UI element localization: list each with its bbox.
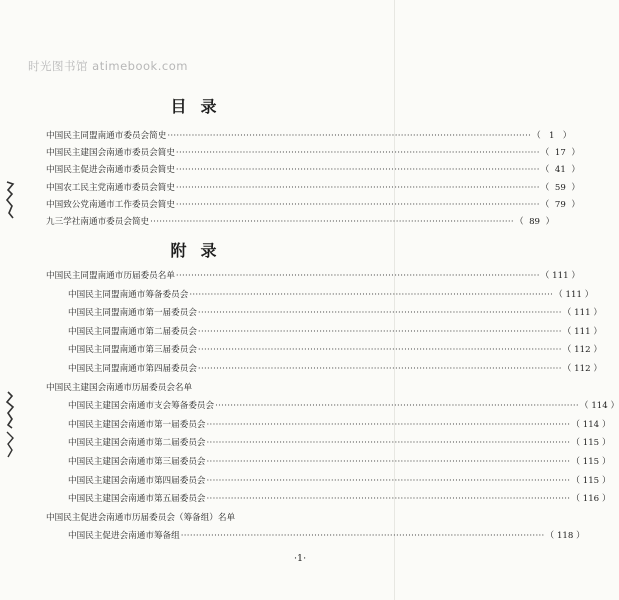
entry-title: 中国民主建国会南通市第三届委员会	[68, 457, 206, 467]
entry-page-number: （ 79 ）	[540, 199, 580, 210]
leader-dots: ························································································································	[206, 419, 571, 430]
toc-entry	[68, 475, 611, 487]
toc-entry	[46, 382, 192, 394]
entry-page-number: （ 114 ）	[571, 419, 611, 430]
toc-entry	[46, 147, 580, 159]
leader-dots: ························································································································	[215, 401, 579, 412]
toc-entry	[46, 512, 235, 524]
toc-entry	[68, 493, 611, 505]
toc-entry	[46, 182, 580, 194]
entry-title: 中国民主建国会南通市第四届委员会	[68, 475, 206, 486]
toc-entry	[46, 164, 580, 176]
entry-title: 中国民主同盟南通市第四届委员会	[68, 364, 197, 374]
entry-page-number: （ 115 ）	[571, 438, 611, 449]
leader-dots: ························································································································	[197, 308, 562, 319]
entry-title: 中国民主同盟南通市委员会简史	[46, 131, 167, 141]
toc-entry	[68, 363, 602, 375]
toc-entry	[68, 419, 611, 431]
appendix-heading: 附录	[170, 241, 231, 260]
entry-page-number: （ 118 ）	[545, 531, 585, 542]
contents-heading: 目录	[170, 97, 231, 116]
entry-page-number: （ 112 ）	[562, 364, 602, 374]
entry-page-number: （ 115 ）	[571, 475, 611, 486]
entry-title: 中国民主同盟南通市筹备委员会	[68, 289, 189, 300]
leader-dots: ························································································································	[180, 531, 545, 542]
toc-entry	[46, 216, 555, 228]
leader-dots: ························································································································	[175, 182, 540, 193]
leader-dots: ························································································································	[175, 271, 540, 281]
entry-page-number: （ 112 ）	[562, 345, 602, 356]
entry-page-number: （ 89 ）	[514, 217, 555, 227]
entry-page-number: （ 111 ）	[554, 289, 594, 300]
toc-entry	[68, 307, 602, 319]
entry-page-number: （ 59 ）	[540, 182, 580, 193]
toc-entry	[68, 456, 611, 468]
entry-title: 中国民主促进会南通市历届委员会（筹备组）名单	[46, 512, 236, 523]
entry-title: 中国民主建国会南通市委员会简史	[46, 148, 175, 159]
entry-page-number: （ 114 ）	[579, 401, 619, 412]
entry-page-number: （ 111 ）	[562, 308, 602, 319]
leader-dots: ························································································································	[175, 199, 540, 210]
leader-dots: ························································································································	[206, 494, 571, 505]
entry-page-number: （ 115 ）	[571, 457, 611, 467]
leader-dots: ························································································································	[189, 289, 554, 300]
leader-dots: ························································································································	[206, 438, 571, 449]
entry-title: 中国民主建国会南通市第五届委员会	[68, 494, 206, 505]
binding-mark	[5, 430, 15, 460]
entry-title: 中国致公党南通市工作委员会简史	[46, 199, 175, 210]
entry-title: 中国民主同盟南通市第三届委员会	[68, 345, 197, 356]
entry-page-number: （ 111 ）	[562, 326, 602, 337]
watermark: 时光图书馆 atimebook.com	[28, 59, 188, 73]
entry-title: 中国民主促进会南通市筹备组	[68, 531, 180, 542]
entry-title: 中国民主同盟南通市历届委员名单	[46, 271, 175, 281]
entry-title: 中国民主同盟南通市第一届委员会	[68, 308, 197, 319]
leader-dots: ························································································································	[197, 345, 562, 356]
leader-dots: ························································································································	[150, 217, 514, 227]
entry-page-number: （ 17 ）	[540, 148, 580, 159]
toc-entry	[68, 530, 585, 542]
entry-title: 中国民主同盟南通市第二届委员会	[68, 326, 197, 337]
entry-title: 中国民主建国会南通市支会筹备委员会	[68, 401, 215, 412]
toc-entry	[46, 270, 580, 282]
toc-entry	[68, 326, 602, 338]
leader-dots: ························································································································	[197, 326, 562, 337]
entry-page-number: （ 116 ）	[571, 494, 611, 505]
leader-dots: ························································································································	[175, 165, 540, 176]
binding-mark	[5, 390, 15, 430]
leader-dots: ························································································································	[175, 148, 540, 159]
page-number: ·1·	[294, 553, 307, 564]
toc-entry	[68, 344, 602, 356]
leader-dots: ························································································································	[206, 475, 571, 486]
entry-page-number: （ 41 ）	[540, 165, 580, 176]
entry-title: 九三学社南通市委员会简史	[46, 217, 150, 227]
toc-entry	[68, 400, 619, 412]
binding-mark	[5, 180, 15, 220]
entry-title: 中国民主促进会南通市委员会简史	[46, 165, 175, 176]
entry-title: 中国民主建国会南通市第一届委员会	[68, 419, 206, 430]
toc-entry	[68, 437, 611, 449]
toc-entry	[68, 289, 594, 301]
entry-title: 中国民主建国会南通市历届委员会名单	[46, 382, 193, 393]
leader-dots: ························································································································	[197, 364, 562, 374]
entry-title: 中国民主建国会南通市第二届委员会	[68, 438, 206, 449]
entry-page-number: （ 1 ）	[532, 131, 572, 141]
toc-entry	[46, 199, 580, 211]
leader-dots: ························································································································	[167, 131, 532, 141]
entry-page-number: （ 111 ）	[540, 271, 580, 281]
entry-title: 中国农工民主党南通市委员会简史	[46, 182, 175, 193]
leader-dots: ························································································································	[206, 457, 571, 467]
toc-entry	[46, 130, 572, 142]
